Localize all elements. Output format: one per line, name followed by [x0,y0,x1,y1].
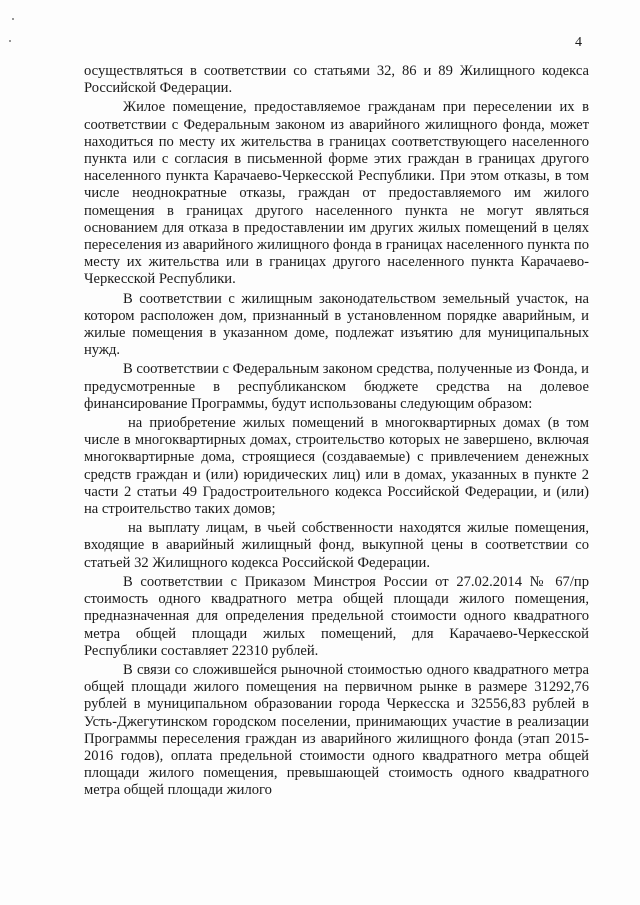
scan-speck [9,40,11,42]
document-body [84,63,589,802]
paragraph: Жилое помещение, предоставляемое гражданам при переселении их в соответствии с Федеральным законом из аварийного жилищного фонда, может находиться по месту их жительства в границах соответствующего населенного пункта или с согласия в письменной форме этих граждан в границах другого населенного пункта Карачаево-Черкесской Республики. При этом отказы, в том числе неоднократные отказы, граждан от предоставляемого им жилого помещения в границах другого населенного пункта не могут являться основанием для отказа в предоставлении им других жилых помещений в целях переселения из аварийного жилищного фонда в границах населенного пункта по месту их жительства или в границах другого населенного пункта Карачаево-Черкесской Республики. [84,99,589,288]
page-number: 4 [575,35,582,50]
list-item: на приобретение жилых помещений в многоквартирных домах (в том числе в многоквартирных домах, строительство которых не завершено, включая многоквартирные дома, строящиеся (создаваемые) с привлечением денежных средств граждан и (или) юридических лиц) или в домах, указанных в пункте 2 части 2 статьи 49 Градостроительного кодекса Российской Федерации, и (или) на строительство таких домов; [84,415,589,518]
paragraph: В связи со сложившейся рыночной стоимостью одного квадратного метра общей площади жилого помещения на первичном рынке в размере 31292,76 рублей в муниципальном образовании города Черкесска и 32556,83 рублей в Усть-Джегутинском городском поселении, принимающих участие в реализации Программы переселения граждан из аварийного жилищного фонда (этап 2015-2016 годов), оплата предельной стоимости одного квадратного метра общей площади жилого помещения, превышающей стоимость одного квадратного метра общей площади жилого [84,661,589,799]
paragraph: В соответствии с жилищным законодательством земельный участок, на котором расположен дом, признанный в установленном порядке аварийным, и жилые помещения в указанном доме, подлежат изъятию для муниципальных нужд. [84,290,589,359]
paragraph: В соответствии с Приказом Минстроя России от 27.02.2014 № 67/пр стоимость одного квадратного метра общей площади жилого помещения, предназначенная для определения предельной стоимости одного квадратного метра общей площади жилых помещений, для Карачаево-Черкесской Республики составляет 22310 рублей. [84,573,589,659]
scan-speck [12,18,14,20]
paragraph: осуществляться в соответствии со статьями 32, 86 и 89 Жилищного кодекса Российской Федерации. [84,63,589,97]
paragraph: В соответствии с Федеральным законом средства, полученные из Фонда, и предусмотренные в республиканском бюджете средства на долевое финансирование Программы, будут использованы следующим образом: [84,361,589,412]
list-item: на выплату лицам, в чьей собственности находятся жилые помещения, входящие в аварийный жилищный фонд, выкупной цены в соответствии со статьей 32 Жилищного кодекса Российской Федерации. [84,520,589,571]
